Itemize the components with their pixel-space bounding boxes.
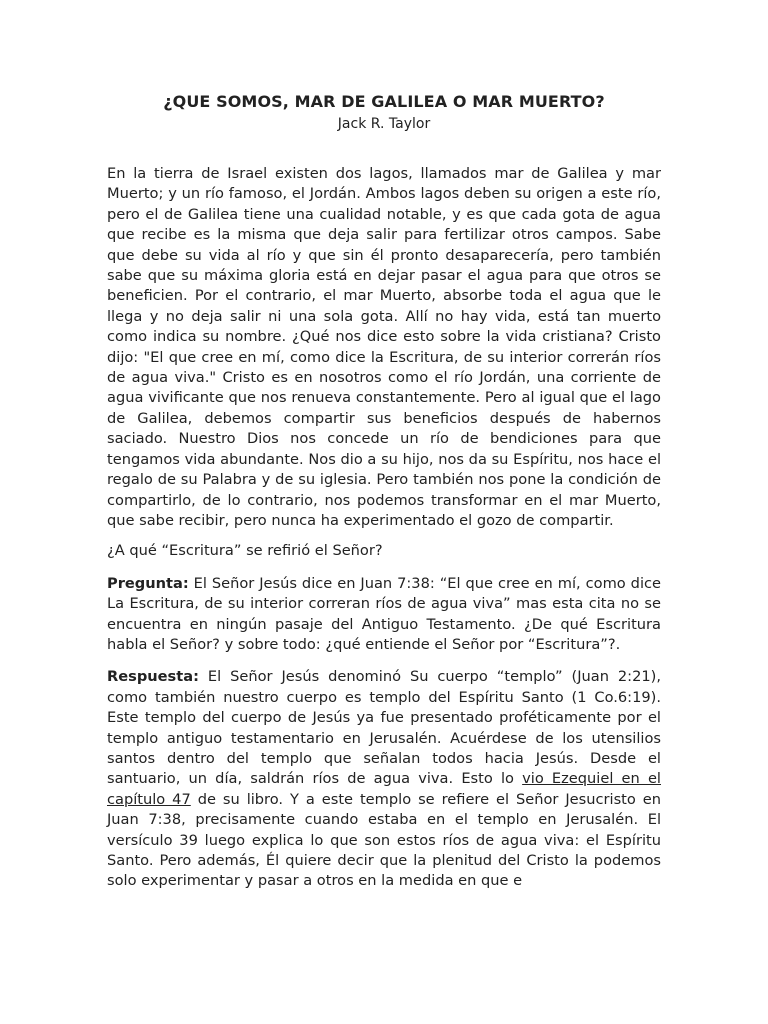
respuesta-text-end: de su libro. Y a este templo se refiere el Señor Jesucristo en Juan 7:38, precisamente cuando estaba en el templo en Jerusalén. El versículo 39 luego explica lo que son estos ríos de agua viva: el Espíritu Santo. Pero además, Él quiere decir que la plenitud del Cristo la podemos solo experimentar y pasar a otros en la medida en que e xyxy=(107,790,661,890)
respuesta-text-start: El Señor Jesús denominó Su cuerpo “templo” (Juan 2:21), como también nuestro cuerpo es templo del Espíritu Santo (1 Co.6:19). Este templo del cuerpo de Jesús ya fue presentado proféticamente por el templo antiguo testamentario en Jerusalén. Acuérdese de los utensilios santos dentro del templo que señalan todos hacia Jesús. Desde el santuario, un día, saldrán ríos de agua viva. Esto lo xyxy=(107,668,661,788)
pregunta-label: Pregunta: xyxy=(107,574,189,592)
document-author: Jack R. Taylor xyxy=(337,116,431,132)
respuesta-label: Respuesta: xyxy=(107,668,199,686)
document-title: ¿QUE SOMOS, MAR DE GALILEA O MAR MUERTO? xyxy=(163,92,605,111)
respuesta-paragraph xyxy=(107,667,661,891)
ezequiel-link[interactable]: vio Ezequiel en el capítulo 47 xyxy=(107,770,661,808)
intro-paragraph: En la tierra de Israel existen dos lagos, llamados mar de Galilea y mar Muerto; y un río famoso, el Jordán. Ambos lagos deben su origen a este río, pero el de Galilea tiene una cualidad notable, y es que cada gota de agua que recibe es la misma que deja salir para fertilizar otros campos. Sabe que debe su vida al río y que sin él pronto desaparecería, pero también sabe que su máxima gloria está en dejar pasar el agua para que otros se beneficien. Por el contrario, el mar Muerto, absorbe toda el agua que le llega y no deja salir ni una sola gota. Allí no hay vida, está tan muerto como indica su nombre. ¿Qué nos dice esto sobre la vida cristiana? Cristo dijo: "El que cree en mí, como dice la Escritura, de su interior correrán ríos de agua viva." Cristo es en nosotros como el río Jordán, una corriente de agua vivificante que nos renueva constantemente. Pero al igual que el lago de Galilea, debemos compartir sus beneficios después de habernos saciado. Nuestro Dios nos concede un río de bendiciones para que tengamos vida abundante. Nos dio a su hijo, nos da su Espíritu, nos hace el regalo de su Palabra y de su iglesia. Pero también nos pone la condición de compartirlo, de lo contrario, nos podemos transformar en el mar Muerto, que sabe recibir, pero nunca ha experimentado el gozo de compartir. xyxy=(107,165,661,529)
question-line: ¿A qué “Escritura” se refirió el Señor? xyxy=(107,542,383,560)
pregunta-text: El Señor Jesús dice en Juan 7:38: “El que cree en mí, como dice La Escritura, de su interior correran ríos de agua viva” mas esta cita no se encuentra en ningún pasaje del Antiguo Testamento. ¿De qué Escritura habla el Señor? y sobre todo: ¿qué entiende el Señor por “Escritura”?. xyxy=(107,574,661,653)
document-page xyxy=(107,92,661,892)
pregunta-paragraph xyxy=(107,574,661,656)
